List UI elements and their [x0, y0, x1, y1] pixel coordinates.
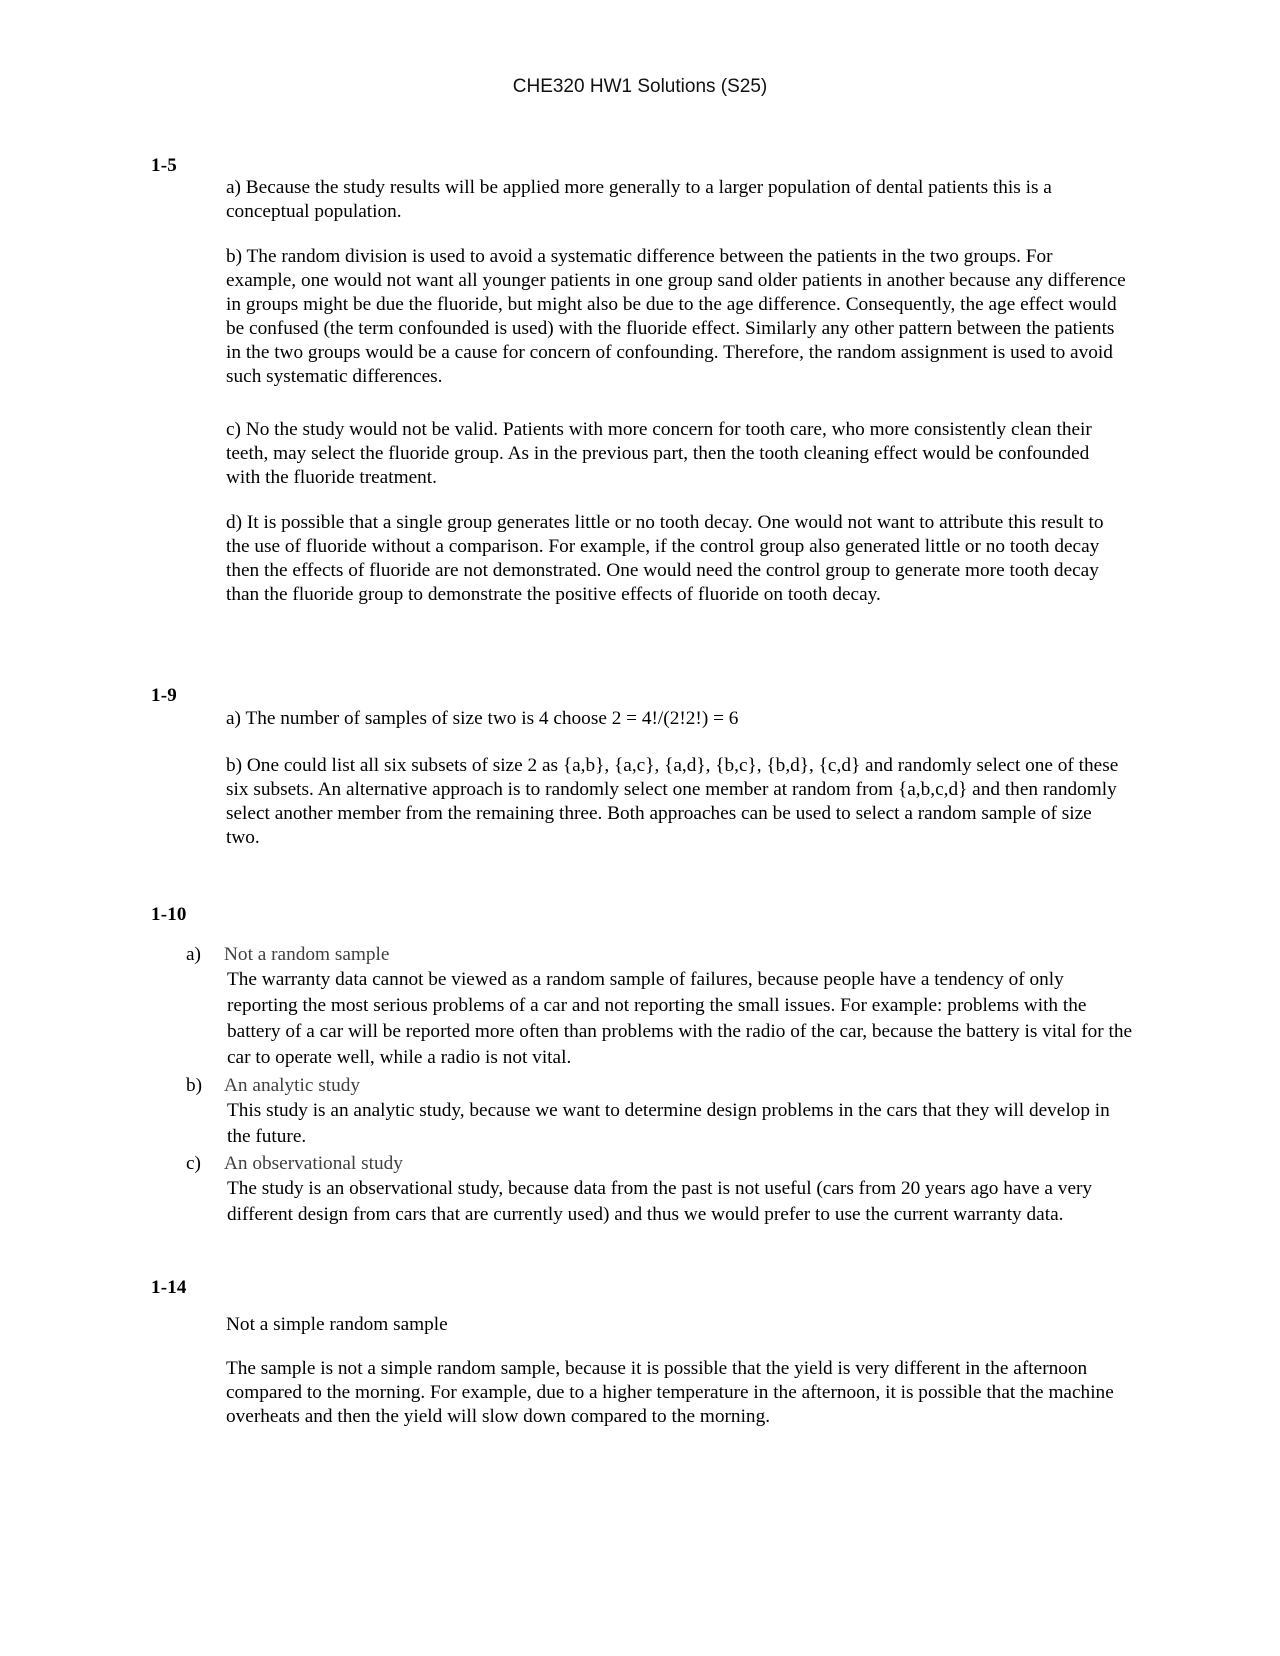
item-1-10-c-body: The study is an observational study, because data from the past is not useful (cars from 20 years ago have a very different design from cars that are currently used) and thus we would prefer to use the current warranty data.: [227, 1178, 1093, 1225]
problem-label-1-10: 1-10: [151, 904, 187, 925]
answer-1-9-b: b) One could list all six subsets of size 2 as {a,b}, {a,c}, {a,d}, {b,c}, {b,d}, {c,d} and randomly select one of these six subsets. An alternative approach is to randomly select one member at random from {a,b,c,d} and then randomly select another member from the remaining three. Both approaches can be used to select a random sample of size two.: [226, 755, 1119, 848]
problem-label-1-14: 1-14: [151, 1277, 187, 1298]
item-1-10-c-letter: c): [186, 1153, 201, 1174]
item-1-10-a-body: The warranty data cannot be viewed as a random sample of failures, because people have a tendency of only reporting the most serious problems of a car and not reporting the small issues. For example: problems with the battery of a car will be reported more often than problems with the radio of the car, because the battery is vital for the car to operate well, while a radio is not vital.: [227, 969, 1133, 1068]
item-1-10-a-letter: a): [186, 944, 201, 965]
answer-1-14-body: The sample is not a simple random sample, because it is possible that the yield is very different in the afternoon compared to the morning. For example, due to a higher temperature in the afternoon, it is possible that the machine overheats and then the yield will slow down compared to the morning.: [226, 1358, 1114, 1427]
item-1-10-b-heading: An analytic study: [224, 1075, 361, 1096]
problem-label-1-5: 1-5: [151, 155, 177, 176]
answer-1-5-c: c) No the study would not be valid. Patients with more concern for tooth care, who more consistently clean their teeth, may select the fluoride group. As in the previous part, then the tooth cleaning effect would be confounded with the fluoride treatment.: [226, 419, 1092, 488]
answer-1-9-a: a) The number of samples of size two is 4 choose 2 = 4!/(2!2!) = 6: [226, 708, 739, 729]
page-title: CHE320 HW1 Solutions (S25): [512, 76, 768, 97]
problem-label-1-9: 1-9: [151, 685, 177, 706]
item-1-10-b-letter: b): [186, 1075, 203, 1096]
answer-1-5-d: d) It is possible that a single group generates little or no tooth decay. One would not want to attribute this result to the use of fluoride without a comparison. For example, if the control group also generated little or no tooth decay then the effects of fluoride are not demonstrated. One would need the control group to generate more tooth decay than the fluoride group to demonstrate the positive effects of fluoride on tooth decay.: [226, 512, 1104, 605]
answer-1-5-b: b) The random division is used to avoid a systematic difference between the patients in the two groups. For example, one would not want all younger patients in one group sand older patients in another because any difference in groups might be due the fluoride, but might also be due to the age difference. Consequently, the age effect would be confused (the term confounded is used) with the fluoride effect. Similarly any other pattern between the patients in the two groups would be a cause for concern of confounding. Therefore, the random assignment is used to avoid such systematic differences.: [226, 246, 1126, 387]
answer-1-5-a: a) Because the study results will be applied more generally to a larger population of dental patients this is a conceptual population.: [226, 177, 1052, 222]
item-1-10-c-heading: An observational study: [224, 1153, 403, 1174]
item-1-10-a-heading: Not a random sample: [224, 944, 390, 965]
answer-1-14-heading: Not a simple random sample: [226, 1314, 448, 1335]
item-1-10-b-body: This study is an analytic study, because we want to determine design problems in the cars that they will develop in the future.: [227, 1100, 1110, 1147]
